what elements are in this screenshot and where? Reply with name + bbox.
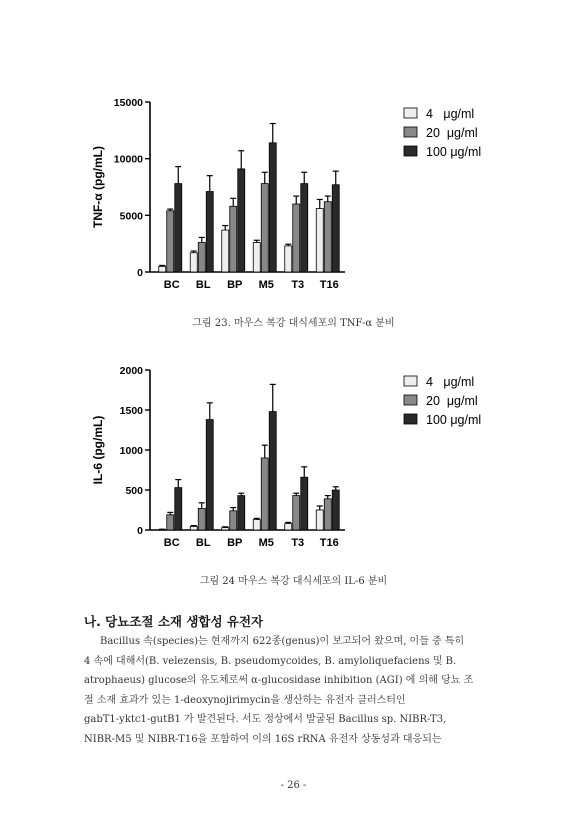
y-tick-label: 5000 [119,210,143,223]
chart-svg-1 [0,90,587,300]
bar [230,206,237,272]
x-tick-label: M5 [258,279,274,291]
page-number: - 26 - [280,780,307,791]
bar [285,524,292,530]
body-line-6: NIBR-M5 및 NIBR-T16을 포함하여 이의 16S rRNA 유전자 상동성과 대응되는 [84,733,442,745]
x-tick-label: BP [227,279,243,291]
bar [238,169,245,272]
bar [316,209,323,272]
y-tick-label: 500 [125,485,143,497]
y-tick-label: 1500 [119,405,143,417]
bar [167,211,174,272]
bar [198,508,205,530]
x-tick-label: BL [195,537,211,549]
bar [238,496,245,530]
legend-swatch [404,395,417,405]
y-tick-label: 0 [137,525,143,537]
figure-24-caption: 그림 24 마우스 복강 대식세포의 IL-6 분비 [199,576,388,587]
bar [332,490,339,530]
bar [175,488,182,530]
x-tick-label: M5 [258,537,274,549]
legend-label: 100 μg/ml [426,413,482,427]
body-line-2: 4 속에 대해서(B. velezensis, B. pseudomycoides, B. amyloliquefaciens 및 B. [84,655,457,667]
legend-label: 4 μg/ml [426,375,475,389]
bar [324,499,331,530]
bar [190,253,197,272]
legend-label: 20 μg/ml [426,126,478,140]
x-tick-label: T16 [319,279,339,291]
bar [206,420,213,530]
bar [269,143,276,272]
bar [222,528,229,530]
bar [222,230,229,272]
bar [261,184,268,272]
il6-bar-chart [0,358,587,558]
x-tick-label: BC [163,279,180,291]
legend-label: 20 μg/ml [426,394,478,408]
bar [285,246,292,272]
bar [198,243,205,272]
bar [230,511,237,530]
y-tick-label: 2000 [119,365,143,377]
legend-label: 100 μg/ml [426,145,482,159]
y-tick-label: 15000 [113,97,143,109]
body-line-1: Bacillus 속(species)는 현재까지 622종(genus)이 보고되어 왔으며, 이들 중 특히 [100,636,465,647]
bar [253,243,260,272]
bar [269,412,276,530]
bar [293,204,300,272]
x-tick-label: BP [227,537,243,549]
y-axis-label: IL-6 (pg/mL) [91,415,105,485]
bar [293,496,300,530]
body-paragraph [84,632,504,749]
chart-svg-2 [0,358,587,558]
body-line-5: gabT1-yktc1-gutB1 가 발견된다. 서도 정상에서 발굴된 Bacillus sp. NIBR-T3, [84,714,447,725]
legend-swatch [404,376,417,386]
bar [324,202,331,272]
body-line-4: 절 소재 효과가 있는 1-deoxynojirimycin을 생산하는 유전자 클러스터인 [84,694,406,706]
bar [332,185,339,272]
bar [175,184,182,272]
tnf-alpha-bar-chart [0,90,587,300]
legend-swatch [404,127,417,137]
legend-swatch [404,414,417,424]
legend-swatch [404,146,417,156]
legend-label: 4 μg/ml [426,107,475,121]
bar [206,192,213,272]
y-tick-label: 1000 [119,445,143,457]
x-tick-label: T3 [291,537,305,549]
body-line-3: atrophaeus) glucose의 유도체로써 α-glucosidase inhibition (AGI) 에 의해 당뇨 조 [84,675,474,686]
section-title: 나. 당뇨조절 소재 생합성 유전자 [84,614,264,629]
x-tick-label: BC [163,537,180,549]
legend-swatch [404,108,417,118]
x-tick-label: T16 [319,537,339,549]
y-tick-label: 0 [137,267,143,279]
bar [253,520,260,530]
x-tick-label: BL [195,279,211,291]
bar [261,458,268,530]
y-tick-label: 10000 [113,153,143,166]
bar [190,526,197,530]
bar [301,184,308,272]
bar [159,266,166,272]
bar [301,477,308,530]
figure-23-caption: 그림 23. 마우스 복강 대식세포의 TNF-α 분비 [192,318,395,329]
bar [316,510,323,530]
bar [167,515,174,530]
y-axis-label: TNF-α (pg/mL) [91,145,105,229]
x-tick-label: T3 [291,279,305,291]
